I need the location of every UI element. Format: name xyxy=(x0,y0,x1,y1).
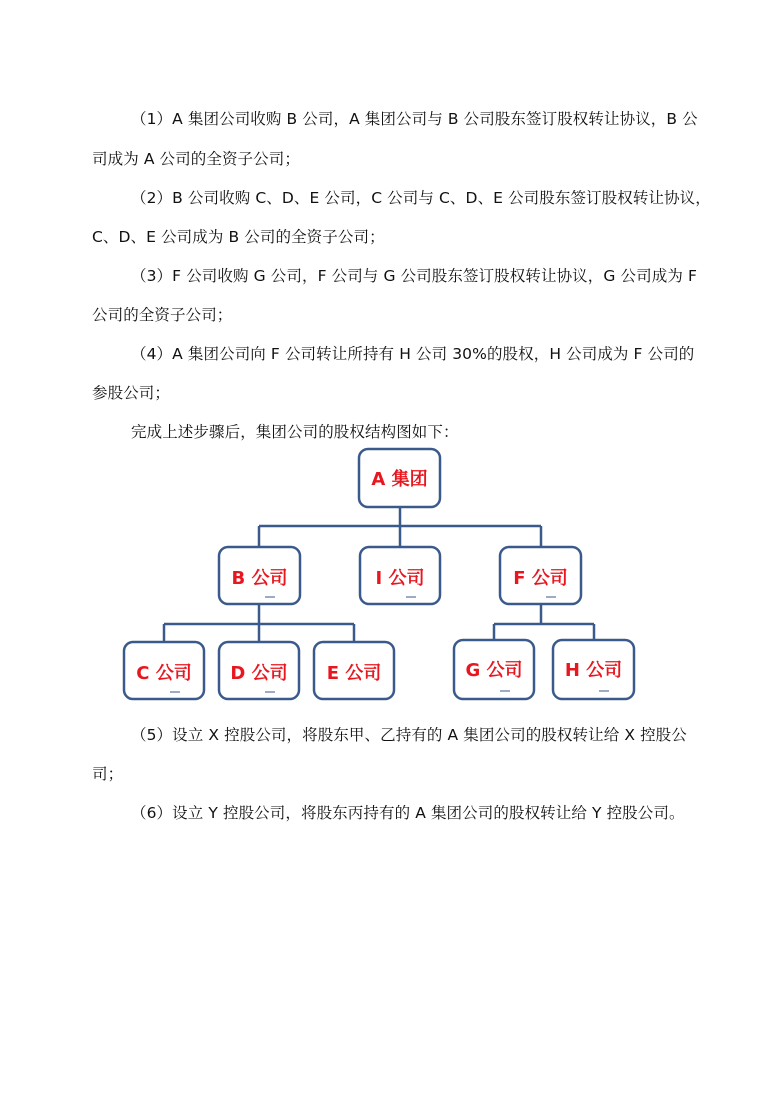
paragraph-3-line-1: （3）F 公司收购 G 公司，F 公司与 G 公司股东签订股权转让协议，G 公司成为 F xyxy=(131,267,697,285)
paragraph-6-line-1: （6）设立 Y 控股公司，将股东丙持有的 A 集团公司的股权转让给 Y 控股公司。 xyxy=(131,804,685,822)
node-g-label: G 公司 xyxy=(465,660,523,681)
node-c-label: C 公司 xyxy=(136,663,192,684)
node-i-label: I 公司 xyxy=(375,568,425,589)
node-c-company xyxy=(124,642,204,699)
paragraph-5-line-2: 司； xyxy=(92,765,124,783)
node-g-company xyxy=(454,640,534,699)
paragraph-2-line-1: （2）B 公司收购 C、D、E 公司，C 公司与 C、D、E 公司股东签订股权转让协议， xyxy=(131,189,711,207)
edges-level-1 xyxy=(259,507,541,547)
edges-b-children xyxy=(164,604,354,642)
node-a-group xyxy=(359,449,440,507)
paragraph-2-line-2: C、D、E 公司成为 B 公司的全资子公司； xyxy=(92,228,385,246)
node-b-label: B 公司 xyxy=(231,568,288,589)
paragraph-5-line-1: （5）设立 X 控股公司，将股东甲、乙持有的 A 集团公司的股权转让给 X 控股公 xyxy=(131,726,687,744)
paragraph-1-line-1: （1）A 集团公司收购 B 公司，A 集团公司与 B 公司股东签订股权转让协议，B 公 xyxy=(131,110,698,128)
edges-f-children xyxy=(494,604,594,640)
paragraph-4-line-2: 参股公司； xyxy=(92,384,171,402)
node-i-company xyxy=(360,547,440,604)
diagram-intro: 完成上述步骤后，集团公司的股权结构图如下： xyxy=(131,423,459,441)
node-f-company xyxy=(500,547,581,604)
node-e-company xyxy=(314,642,394,699)
node-h-label: H 公司 xyxy=(564,660,623,681)
node-h-company xyxy=(553,640,634,699)
node-f-label: F 公司 xyxy=(513,568,568,589)
paragraph-4-line-1: （4）A 集团公司向 F 公司转让所持有 H 公司 30%的股权，H 公司成为 F 公司的 xyxy=(131,345,695,363)
paragraph-1-line-2: 司成为 A 公司的全资子公司； xyxy=(92,150,300,168)
node-e-label: E 公司 xyxy=(326,663,382,684)
node-b-company xyxy=(219,547,300,604)
paragraph-3-line-2: 公司的全资子公司； xyxy=(92,306,233,324)
node-d-label: D 公司 xyxy=(230,663,288,684)
equity-structure-diagram xyxy=(0,440,774,710)
node-a-label: A 集团 xyxy=(371,469,428,490)
node-d-company xyxy=(219,642,299,699)
